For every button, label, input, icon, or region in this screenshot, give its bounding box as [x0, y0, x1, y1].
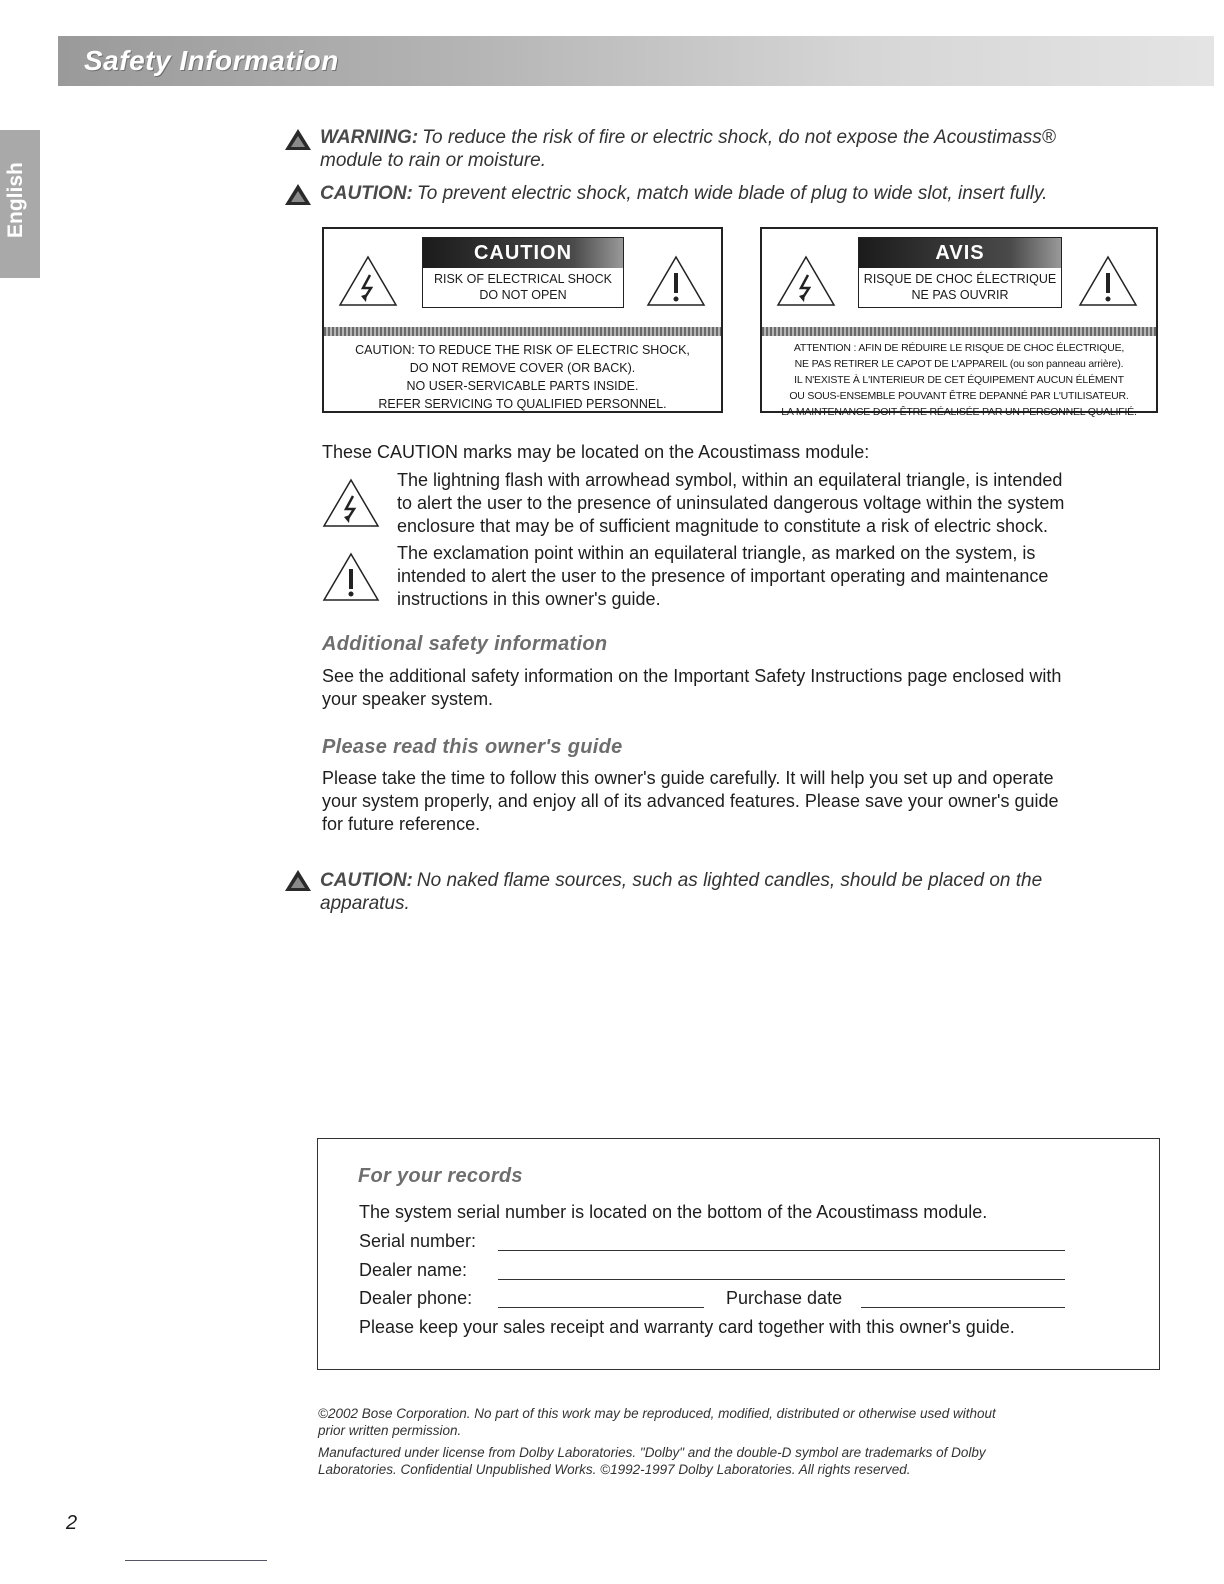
- purchase-date-label: Purchase date: [726, 1288, 843, 1308]
- lightning-triangle-icon: [338, 255, 398, 307]
- warning-triangle-icon: [284, 127, 312, 151]
- caution-label-heading: CAUTION RISK OF ELECTRICAL SHOCK DO NOT OPEN: [422, 237, 624, 308]
- purchase-date-field[interactable]: [861, 1306, 1065, 1308]
- language-tab-label: English: [4, 162, 27, 238]
- avis-label-body: ATTENTION : AFIN DE RÉDUIRE LE RISQUE DE CHOC ÉLECTRIQUE, NE PAS RETIRER LE CAPOT DE L'APPAREIL (ou son panneau arrière). IL N'EXISTE À L'INTERIEUR DE CET ÉQUIPEMENT AUCUN ÉLÉMENT OU SOUS-ENSEMBLE POUVANT ÊTRE DEPANNÉ PAR L'UTILISATEUR. LA MAINTENANCE DOIT ÊTRE RÉALISÉE PAR UN PERSONNEL QUALIFIÉ.: [781, 342, 1137, 418]
- label-divider: [762, 327, 1156, 336]
- caution-label-body: CAUTION: TO REDUCE THE RISK OF ELECTRIC SHOCK, DO NOT REMOVE COVER (OR BACK). NO USER-SERVICABLE PARTS INSIDE. REFER SERVICING TO QUALIFIED PERSONNEL.: [355, 343, 690, 411]
- warning-keyword: WARNING:: [320, 127, 419, 148]
- exclamation-triangle-icon: [646, 255, 706, 307]
- lightning-triangle-icon: [776, 255, 836, 307]
- footer-rule: [125, 1560, 267, 1561]
- label-divider: [324, 327, 721, 336]
- lightning-description: The lightning flash with arrowhead symbol, within an equilateral triangle, is intended to alert the user to the presence of uninsulated dangerous voltage within the system enclosure that may be of sufficient magnitude to constitute a risk of electric shock.: [397, 470, 1065, 536]
- read-guide-heading: Please read this owner's guide: [322, 736, 623, 758]
- caution-triangle-icon: [284, 182, 312, 206]
- exclamation-description: The exclamation point within an equilateral triangle, as marked on the system, is intended to alert the user to the presence of important operating and maintenance instructions in this owner's guide.: [397, 543, 1049, 609]
- exclamation-triangle-icon: [1078, 255, 1138, 307]
- section-banner: [58, 36, 1214, 86]
- records-heading: For your records: [358, 1165, 523, 1187]
- dealer-phone-label: Dealer phone:: [359, 1288, 473, 1308]
- serial-number-label: Serial number:: [359, 1231, 477, 1251]
- avis-label-heading: AVIS RISQUE DE CHOC ÉLECTRIQUE NE PAS OUVRIR: [858, 237, 1062, 308]
- serial-number-field[interactable]: [498, 1249, 1065, 1251]
- additional-safety-text: See the additional safety information on the Important Safety Instructions page enclosed with your speaker system.: [322, 666, 1062, 709]
- caution-triangle-icon: [284, 868, 312, 892]
- caution-plug-text: CAUTION: To prevent electric shock, match wide blade of plug to wide slot, insert fully.: [320, 183, 1048, 204]
- marks-intro: These CAUTION marks may be located on the Acoustimass module:: [322, 442, 870, 462]
- page-number: 2: [66, 1512, 78, 1534]
- lightning-triangle-icon: [322, 478, 380, 528]
- records-intro: The system serial number is located on the bottom of the Acoustimass module.: [359, 1202, 988, 1222]
- caution-keyword: CAUTION:: [320, 183, 413, 204]
- records-keep-note: Please keep your sales receipt and warranty card together with this owner's guide.: [359, 1317, 1015, 1337]
- additional-safety-heading: Additional safety information: [322, 633, 608, 655]
- dolby-notice: Manufactured under license from Dolby Laboratories. "Dolby" and the double-D symbol are trademarks of Dolby Laboratories. Confidential Unpublished Works. ©1992-1997 Dolby Laboratories. All rights reserved.: [318, 1445, 986, 1477]
- exclamation-triangle-icon: [322, 552, 380, 602]
- dealer-phone-field[interactable]: [498, 1306, 704, 1308]
- warning-text-cont: module to rain or moisture.: [320, 150, 546, 171]
- read-guide-text: Please take the time to follow this owner's guide carefully. It will help you set up and operate your system properly, and enjoy all of its advanced features. Please save your owner's guide for future reference.: [322, 768, 1059, 834]
- records-box: [317, 1138, 1160, 1370]
- caution-label-english: [322, 227, 723, 413]
- dealer-name-label: Dealer name:: [359, 1260, 468, 1280]
- caution-flame-text-cont: apparatus.: [320, 893, 410, 914]
- warning-text: WARNING: To reduce the risk of fire or electric shock, do not expose the Acoustimass®: [320, 127, 1056, 148]
- caution-label-french: [760, 227, 1158, 418]
- caution-flame-text: CAUTION: No naked flame sources, such as lighted candles, should be placed on the: [320, 870, 1043, 891]
- dealer-name-field[interactable]: [498, 1278, 1065, 1280]
- page-title: Safety Information: [84, 45, 339, 76]
- caution-keyword: CAUTION:: [320, 870, 413, 891]
- copyright-notice: ©2002 Bose Corporation. No part of this work may be reproduced, modified, distributed or otherwise used without prior written permission.: [318, 1406, 996, 1438]
